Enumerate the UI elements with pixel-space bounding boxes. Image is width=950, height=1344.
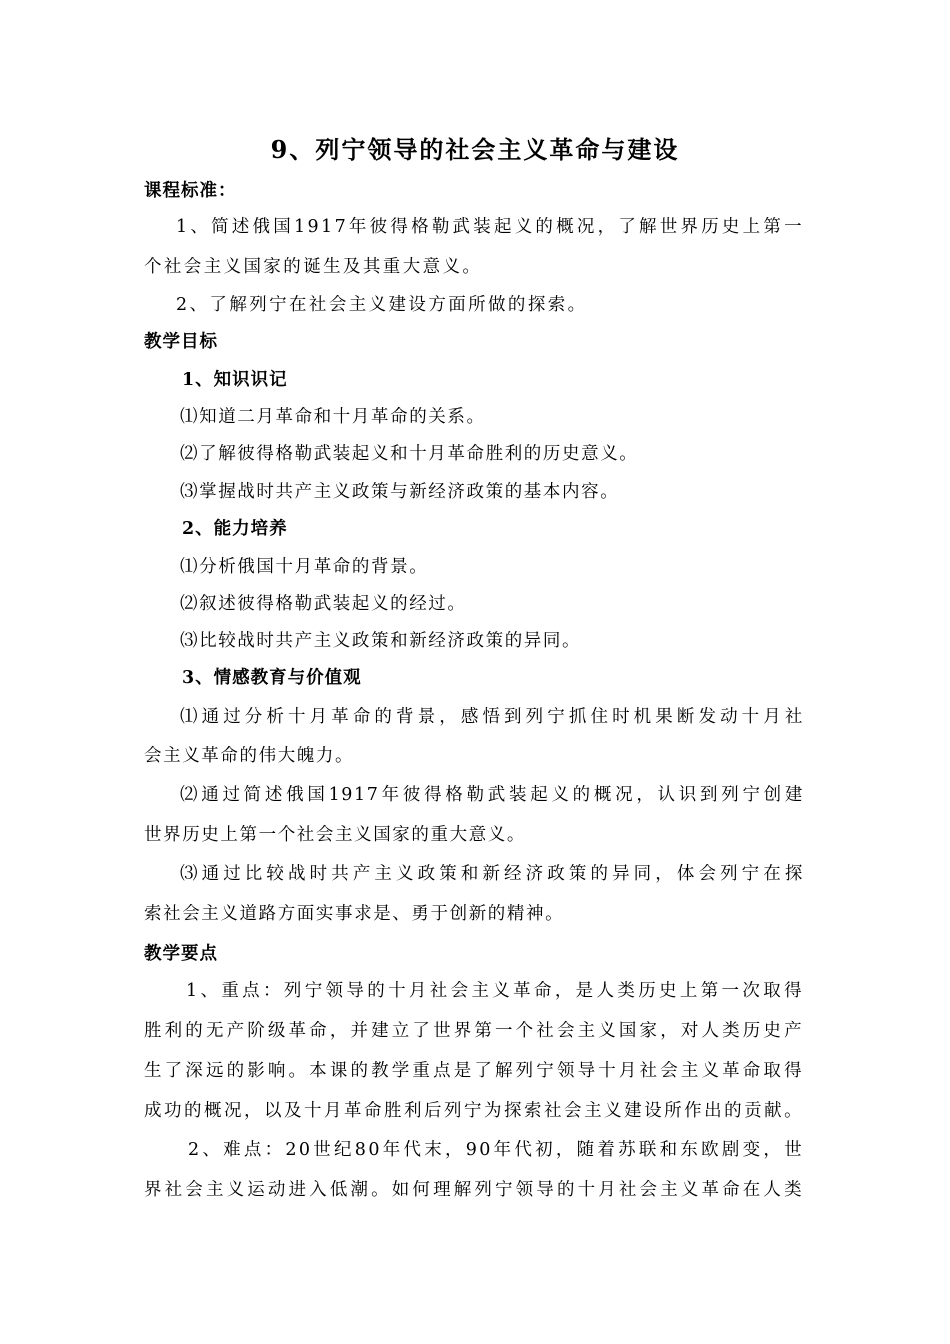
ability-item-1: ⑴分析俄国十月革命的背景。	[180, 557, 429, 577]
standards-paragraph-1-line-2: 个社会主义国家的诞生及其重大意义。	[144, 257, 483, 277]
knowledge-item-2: ⑵了解彼得格勒武装起义和十月革命胜利的历史意义。	[180, 444, 639, 464]
values-item-1-line-2: 会主义革命的伟大魄力。	[144, 746, 355, 766]
values-item-1-line-1: ⑴通过分析十月革命的背景，感悟到列宁抓住时机果断发动十月社	[180, 707, 804, 727]
key-points-heading: 教学要点	[144, 944, 218, 964]
knowledge-heading: 1、知识识记	[182, 370, 288, 390]
objectives-heading: 教学目标	[144, 332, 218, 352]
difficulty-line-1: 2、难点：20世纪80年代末，90年代初，随着苏联和东欧剧变，世	[188, 1140, 804, 1160]
ability-item-3: ⑶比较战时共产主义政策和新经济政策的异同。	[180, 631, 582, 651]
focus-line-4: 成功的概况，以及十月革命胜利后列宁为探索社会主义建设所作出的贡献。	[144, 1101, 804, 1121]
standards-paragraph-2: 2、了解列宁在社会主义建设方面所做的探索。	[176, 295, 588, 315]
standards-heading: 课程标准：	[144, 181, 237, 201]
knowledge-item-3: ⑶掌握战时共产主义政策与新经济政策的基本内容。	[180, 482, 620, 502]
values-heading: 3、情感教育与价值观	[182, 668, 362, 688]
values-item-3-line-2: 索社会主义道路方面实事求是、勇于创新的精神。	[144, 904, 565, 924]
page-title: 9、列宁领导的社会主义革命与建设	[270, 135, 680, 164]
knowledge-item-1: ⑴知道二月革命和十月革命的关系。	[180, 407, 486, 427]
difficulty-line-2: 界社会主义运动进入低潮。如何理解列宁领导的十月社会主义革命在人类	[144, 1180, 804, 1200]
values-item-2-line-1: ⑵通过简述俄国1917年彼得格勒武装起义的概况，认识到列宁创建	[180, 785, 804, 805]
focus-line-1: 1、重点：列宁领导的十月社会主义革命，是人类历史上第一次取得	[186, 981, 804, 1001]
focus-line-3: 生了深远的影响。本课的教学重点是了解列宁领导十月社会主义革命取得	[144, 1061, 804, 1081]
ability-item-2: ⑵叙述彼得格勒武装起义的经过。	[180, 594, 467, 614]
focus-line-2: 胜利的无产阶级革命，并建立了世界第一个社会主义国家，对人类历史产	[144, 1021, 804, 1041]
values-item-2-line-2: 世界历史上第一个社会主义国家的重大意义。	[144, 825, 526, 845]
ability-heading: 2、能力培养	[182, 519, 288, 539]
values-item-3-line-1: ⑶通过比较战时共产主义政策和新经济政策的异同，体会列宁在探	[180, 864, 804, 884]
standards-paragraph-1-line-1: 1、简述俄国1917年彼得格勒武装起义的概况，了解世界历史上第一	[176, 217, 804, 237]
